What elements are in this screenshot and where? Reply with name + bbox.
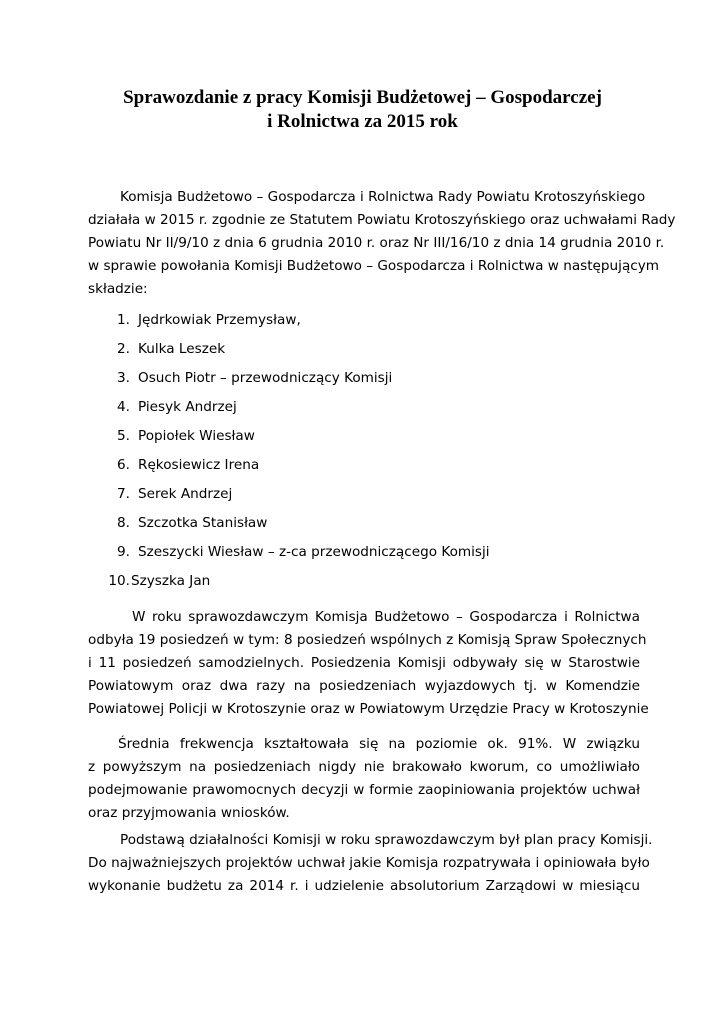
member-name: Popiołek Wiesław (138, 428, 255, 444)
list-item (88, 510, 490, 539)
list-item (88, 365, 490, 394)
text-line: Powiatowej Policji w Krotoszynie oraz w Powiatowym Urzędzie Pracy w Krotoszynie (88, 701, 649, 717)
text-line: podejmowanie prawomocnych decyzji w formie zaopiniowania projektów uchwał (88, 782, 640, 798)
list-number: 6. (117, 457, 130, 473)
paragraph-work-plan (88, 829, 653, 898)
list-item (88, 481, 490, 510)
text-line: W roku sprawozdawczym Komisja Budżetowo – Gospodarcza i Rolnictwa (132, 609, 640, 625)
member-name: Szeszycki Wiesław – z-ca przewodniczącego Komisji (138, 544, 490, 560)
list-item (88, 452, 490, 481)
members-list (88, 307, 490, 597)
list-number: 10. (108, 573, 130, 589)
member-name: Szyszka Jan (131, 573, 211, 589)
list-number: 9. (117, 544, 130, 560)
list-item (88, 423, 490, 452)
member-name: Rękosiewicz Irena (138, 457, 260, 473)
text-line: składzie: (88, 281, 148, 297)
member-name: Szczotka Stanisław (138, 515, 268, 531)
list-item (88, 539, 490, 568)
document-title (60, 86, 665, 134)
text-line: Powiatowym oraz dwa razy na posiedzeniach wyjazdowych tj. w Komendzie (88, 678, 640, 694)
list-item (88, 394, 490, 423)
text-line: Komisja Budżetowo – Gospodarcza i Rolnictwa Rady Powiatu Krotoszyńskiego (120, 189, 646, 205)
list-number: 1. (117, 312, 130, 328)
member-name: Osuch Piotr – przewodniczący Komisji (138, 370, 393, 386)
text-line: i 11 posiedzeń samodzielnych. Posiedzenia Komisji odbywały się w Starostwie (88, 655, 640, 671)
list-item (88, 307, 490, 336)
text-line: działała w 2015 r. zgodnie ze Statutem Powiatu Krotoszyńskiego oraz uchwałami Rady (88, 212, 676, 228)
text-line: Podstawą działalności Komisji w roku sprawozdawczym był plan pracy Komisji. (120, 832, 653, 848)
list-number: 4. (117, 399, 130, 415)
intro-paragraph (88, 186, 676, 301)
paragraph-attendance (88, 733, 640, 825)
list-number: 7. (117, 486, 130, 502)
title-line-1: Sprawozdanie z pracy Komisji Budżetowej – Gospodarczej (123, 87, 602, 108)
member-name: Piesyk Andrzej (138, 399, 237, 415)
member-name: Kulka Leszek (138, 341, 226, 357)
text-line: w sprawie powołania Komisji Budżetowo – Gospodarcza i Rolnictwa w następującym (88, 258, 660, 274)
text-line: oraz przyjmowania wniosków. (88, 805, 290, 821)
title-line-2: i Rolnictwa za 2015 rok (267, 111, 458, 132)
text-line: Powiatu Nr II/9/10 z dnia 6 grudnia 2010 r. oraz Nr III/16/10 z dnia 14 grudnia 2010 r. (88, 235, 665, 251)
paragraph-sessions (88, 606, 649, 721)
list-number: 3. (117, 370, 130, 386)
member-name: Jędrkowiak Przemysław, (138, 312, 301, 328)
list-number: 8. (117, 515, 130, 531)
text-line: Do najważniejszych projektów uchwał jakie Komisja rozpatrywała i opiniowała było (88, 855, 650, 871)
list-item (88, 568, 490, 597)
text-line: Średnia frekwencja kształtowała się na poziomie ok. 91%. W związku (118, 736, 640, 752)
text-line: wykonanie budżetu za 2014 r. i udzielenie absolutorium Zarządowi w miesiącu (88, 878, 640, 894)
text-line: odbyła 19 posiedzeń w tym: 8 posiedzeń wspólnych z Komisją Spraw Społecznych (88, 632, 647, 648)
list-item (88, 336, 490, 365)
member-name: Serek Andrzej (138, 486, 233, 502)
text-line: z powyższym na posiedzeniach nigdy nie brakowało kworum, co umożliwiało (88, 759, 640, 775)
list-number: 5. (117, 428, 130, 444)
list-number: 2. (117, 341, 130, 357)
